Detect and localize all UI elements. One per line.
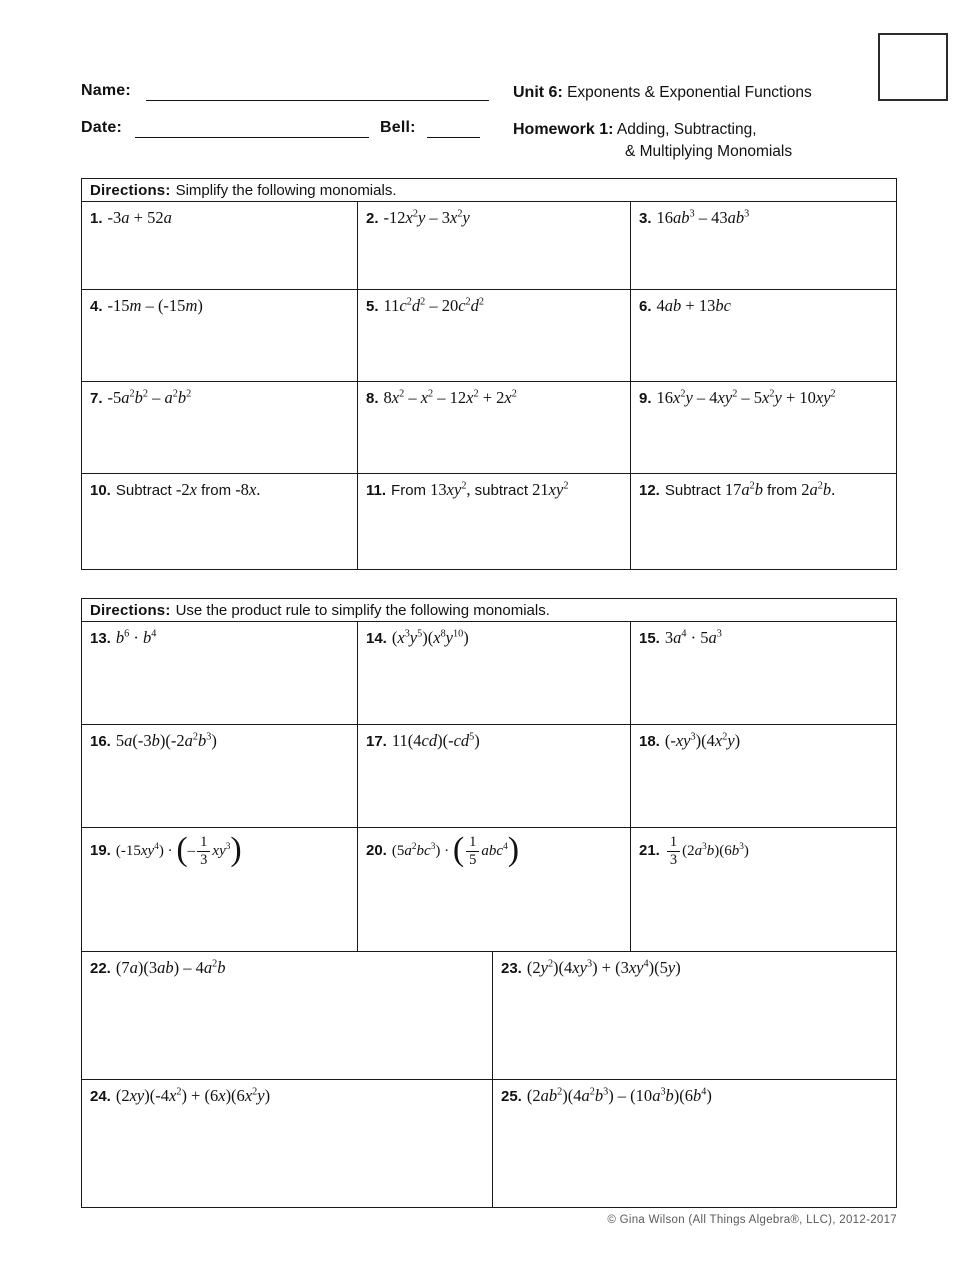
problem-expression: 4ab + 13bc [656,296,731,315]
problem-expression: From $13xy^2$, subtract $21xy^2$ [391,480,569,499]
name-blank-line [146,100,489,101]
table-row [82,1080,896,1207]
problem-number: 3. [639,210,652,227]
grade-box [878,33,948,101]
problem-expression: $3a^4 \cdot 5a^3$ [664,628,722,647]
table-row [82,202,896,290]
directions-text: Simplify the following monomials. [175,182,397,199]
problem-cell-3 [631,202,896,289]
problem-cell-11 [358,474,631,569]
problem-number: 14. [366,630,387,647]
problem-expression: $16x^2y - 4xy^2 - 5x^2y + 10xy^2$ [656,388,836,407]
problem-expression: $(-15xy^4)$ · (– $\frac{1}{3}$ $xy^3$) [115,831,242,869]
problem-expression: Subtract -2x from -8x. [115,480,261,499]
problem-number: 16. [90,733,111,750]
problem-cell-13 [82,622,358,724]
problem-number: 12. [639,482,660,499]
problem-number: 4. [90,298,103,315]
table-row [82,622,896,725]
problem-cell-22 [82,952,493,1079]
product-rule-table [81,598,897,1208]
table-row [82,290,896,382]
problem-number: 15. [639,630,660,647]
table-row [82,952,896,1080]
problem-cell-10 [82,474,358,569]
table-row [82,725,896,828]
problem-expression: $(x^3y^5)(x^8y^{10})$ [391,628,469,647]
directions-label: Directions: [90,602,171,619]
problem-expression: $5a(-3b)(-2a^2b^3)$ [115,731,217,750]
problem-cell-16 [82,725,358,827]
homework-heading [513,121,757,139]
problem-number: 25. [501,1088,522,1105]
problem-cell-17 [358,725,631,827]
problem-expression: $(-xy^3)(4x^2y)$ [664,731,741,750]
problem-number: 19. [90,841,111,859]
problem-cell-1 [82,202,358,289]
problem-number: 7. [90,390,103,407]
date-label: Date: [81,119,123,136]
problem-cell-7 [82,382,358,473]
homework-title-line1: Adding, Subtracting, [616,121,757,138]
problem-expression: $-5a^2b^2 - a^2b^2$ [107,388,192,407]
table-row [82,382,896,474]
problem-number: 1. [90,210,103,227]
problem-number: 18. [639,733,660,750]
directions-row [82,599,896,622]
directions-text: Use the product rule to simplify the following monomials. [175,602,550,619]
problem-cell-25 [493,1080,896,1207]
problem-expression: $11(4cd)(-cd^5)$ [391,731,480,750]
date-blank-line [135,137,369,138]
directions-row [82,179,896,202]
problem-expression: $\frac{1}{3}$ $(2a^3b)(6b^3)$ [665,843,749,859]
problem-cell-21 [631,828,896,951]
problem-cell-23 [493,952,896,1079]
problem-cell-14 [358,622,631,724]
problem-number: 21. [639,841,660,859]
problem-cell-12 [631,474,896,569]
unit-title: Exponents & Exponential Functions [567,84,812,101]
problem-expression: $8x^2 - x^2 - 12x^2 + 2x^2$ [383,388,517,407]
problem-expression: -15m – (-15m) [107,296,203,315]
unit-heading [513,84,812,102]
problem-expression: $b^6 \cdot b^4$ [115,628,157,647]
problem-expression: -3a + 52a [107,208,172,227]
homework-label: Homework 1: [513,121,614,138]
name-label: Name: [81,82,131,99]
problem-number: 9. [639,390,652,407]
problem-number: 23. [501,960,522,977]
table-row [82,474,896,569]
problem-number: 24. [90,1088,111,1105]
problem-expression: Subtract $17a^2b$ from $2a^2b$. [664,480,836,499]
problem-cell-24 [82,1080,493,1207]
problem-expression: $(7a)(3ab) - 4a^2b$ [115,958,226,977]
problem-cell-4 [82,290,358,381]
homework-title-line2: & Multiplying Monomials [625,143,793,160]
directions-label: Directions: [90,182,171,199]
problem-expression: $(2y^2)(4xy^3) + (3xy^4)(5y)$ [526,958,681,977]
problem-number: 22. [90,960,111,977]
problem-number: 5. [366,298,379,315]
problem-number: 6. [639,298,652,315]
problem-cell-15 [631,622,896,724]
problem-expression: $16ab^3 - 43ab^3$ [656,208,750,227]
problem-cell-6 [631,290,896,381]
simplify-table [81,178,897,570]
bell-label: Bell: [380,119,416,136]
problem-expression: $-12x^2y - 3x^2y$ [383,208,470,227]
problem-number: 13. [90,630,111,647]
problem-number: 11. [366,482,387,499]
problem-number: 10. [90,482,111,499]
problem-cell-9 [631,382,896,473]
problem-cell-5 [358,290,631,381]
problem-cell-2 [358,202,631,289]
problem-cell-18 [631,725,896,827]
problem-cell-20 [358,828,631,951]
unit-label: Unit 6: [513,84,563,101]
problem-number: 8. [366,390,379,407]
bell-blank-line [427,137,480,138]
problem-number: 17. [366,733,387,750]
problem-expression: $11c^2d^2 - 20c^2d^2$ [383,296,484,315]
table-row [82,828,896,952]
problem-cell-8 [358,382,631,473]
problem-cell-19 [82,828,358,951]
problem-expression: $(2ab^2)(4a^2b^3) - (10a^3b)(6b^4)$ [526,1086,712,1105]
problem-number: 20. [366,841,387,859]
problem-number: 2. [366,210,379,227]
copyright-text: © Gina Wilson (All Things Algebra®, LLC), 2012-2017 [607,1214,897,1226]
problem-expression: $(5a^2bc^3)$ · ( $\frac{1}{5}$ abc$^4$) [391,831,520,869]
problem-expression: $(2xy)(-4x^2) + (6x)(6x^2y)$ [115,1086,271,1105]
